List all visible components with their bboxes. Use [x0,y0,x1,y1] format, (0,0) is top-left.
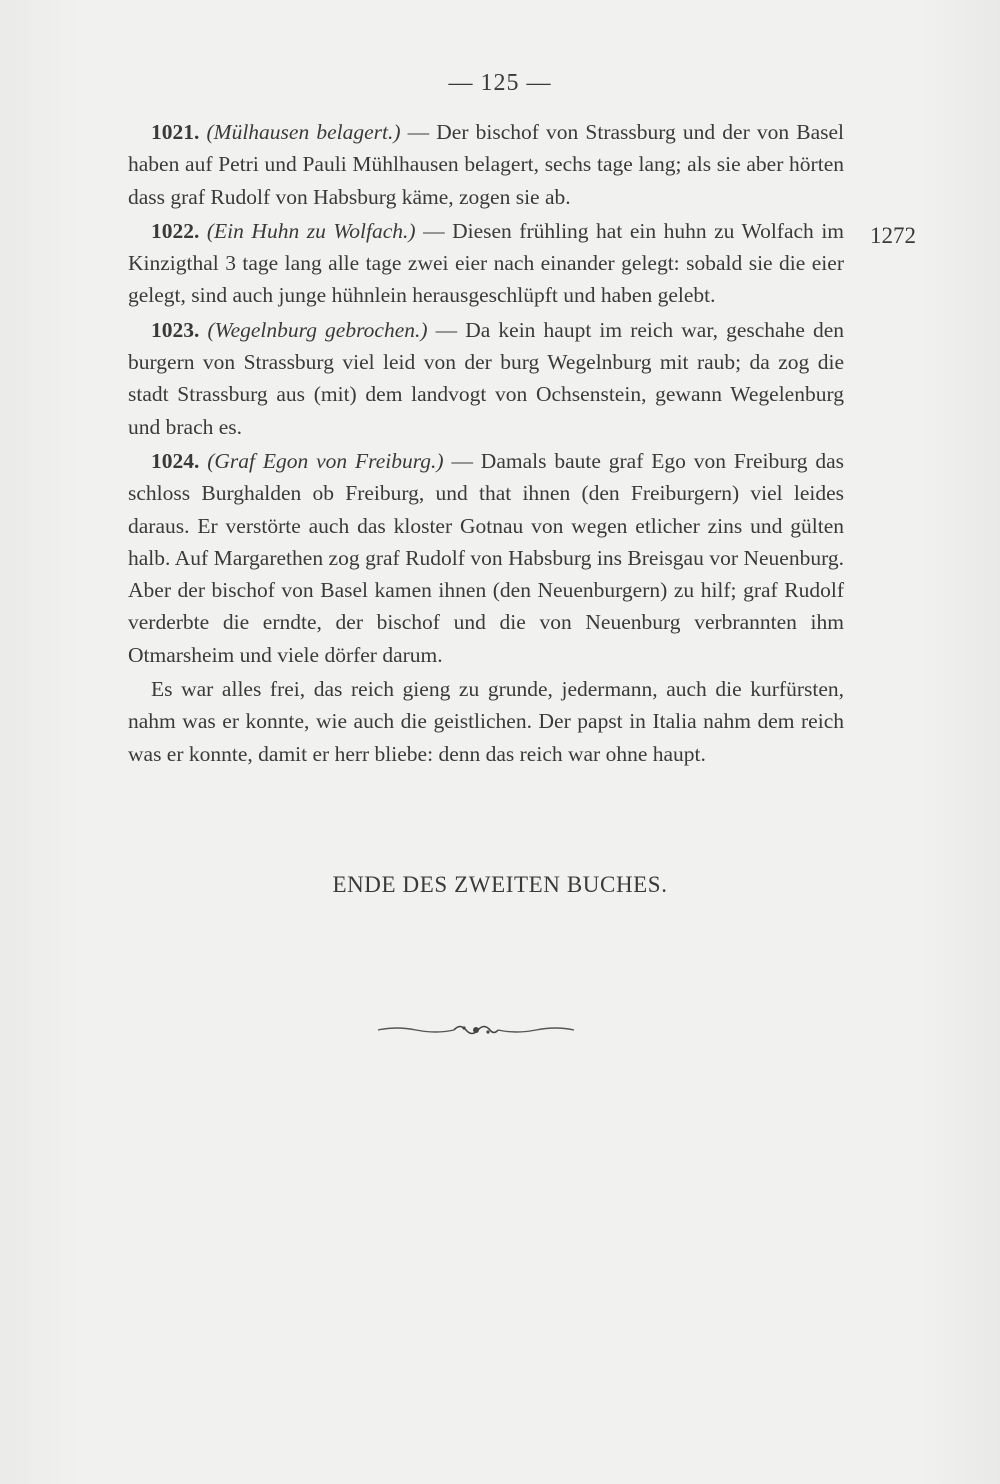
entry-number: 1021. [151,120,200,144]
entry-text: — Damals baute graf Ego von Freiburg das schloss Burghalden ob Freiburg, und that ihnen (den Freiburgern) viel leides daraus. Er verstörte auch das kloster Gotnau von wegen etlicher zins und gülten halb. Auf Margarethen zog graf Rudolf von Habsburg ins Breisgau vor Neuenburg. Aber der bischof von Basel kamen ihnen (den Neuenburgern) zu hilf; graf Rudolf verderbte die erndte, der bischof und die von Neuenburg verbrannten ihm Otmarsheim und viele dörfer darum. [128,448,845,667]
decorative-ornament [376,1022,576,1038]
end-title: ENDE DES ZWEITEN BUCHES. [332,872,668,897]
entry-text: — Da kein haupt im reich war, geschahe den burgern von Strassburg viel leid von der burg Wegelnburg mit raub; da zog die stadt Strassburg aus (mit) dem landvogt von Ochsenstein, gewann Wegelenburg und brach es. [128,317,845,439]
entry-number: 1023. [151,317,200,342]
entry-number: 1022. [151,218,200,243]
entry-1022 [128,215,844,312]
entry-text: — Diesen frühling hat ein huhn zu Wolfach im Kinzigthal 3 tage lang alle tage zwei eier nach einander gelegt: sobald sie die eier gelegt, sind auch junge hühnlein herausgeschlüpft und haben gelebt. [128,218,845,308]
entry-1024 [128,445,844,671]
entry-1021 [128,116,844,213]
entry-1023 [128,314,844,443]
entry-title: (Graf Egon von Freiburg.) [207,448,444,473]
page-number: — 125 — [448,70,552,96]
entry-text: — Der bischof von Strassburg und der von Basel haben auf Petri und Pauli Mühlhausen belagert, sechs tage lang; als sie aber hörten dass graf Rudolf von Habsburg käme, zogen sie ab. [128,120,844,209]
entry-number: 1024. [151,448,200,473]
margin-year: 1272 [870,223,916,248]
entry-title: (Wegelnburg gebrochen.) [207,317,428,342]
entry-title: (Ein Huhn zu Wolfach.) [206,218,416,243]
text-block [128,116,844,770]
closing-paragraph: Es war alles frei, das reich gieng zu grunde, jedermann, auch die kurfürsten, nahm was er konnte, wie auch die geistlichen. Der papst in Italia nahm dem reich was er konnte, damit er herr bliebe: denn das reich war ohne haupt. [128,677,844,766]
entry-title: (Mülhausen belagert.) [206,120,401,144]
